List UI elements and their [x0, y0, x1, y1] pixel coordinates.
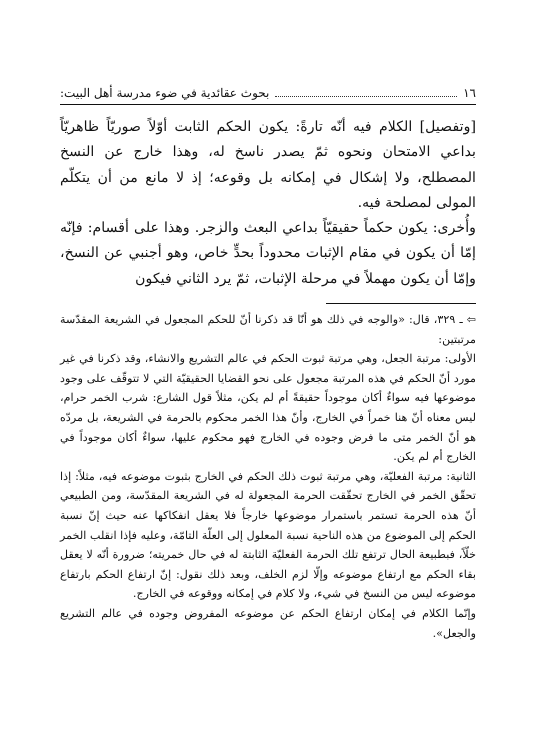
footnote-separator — [326, 303, 476, 304]
main-text — [60, 115, 476, 292]
footnote-line-1 — [60, 310, 476, 349]
header-dot-leader — [275, 96, 457, 97]
main-paragraph-1: [وتفصيل] الكلام فيه أنّه تارةً: يكون الحكم الثابت أوّلاً صوريّاً ظاهريّاً بداعي الامتحان ونحوه ثمّ يصدر ناسخ له، وهذا خارج عن النسخ المصطلح، ولا إشكال في إمكانه بل وقوعه؛ إذ لا مانع من أن يتكلّم المولى لمصلحة فيه. — [60, 119, 476, 211]
footnote-second-level: الثانية: مرتبة الفعليّة، وهي مرتبة ثبوت ذلك الحكم في الخارج بثبوت موضوعه فيه، مثلاً: إذا تحقّق الخمر في الخارج تحقّقت الحرمة المجعولة له في الشريعة المقدّسة، ومن الطبيعي أنّ هذه الحرمة تستمر باستمرار موضوعها خارجاً فلا يعقل انفكاكها عنه حيث إنّ نسبة الحكم إلى الموضوع من هذه الناحية نسبة المعلول إلى العلّة التامّة، وعليه فإذا انقلب الخمر خلّاً، فبطبيعة الحال ترتفع تلك الحرمة الفعليّة الثابتة له في حال خمريته؛ ضرورة أنّه لا يعقل بقاء الحكم مع ارتفاع موضوعه وإلّا لزم الخلف، وبعد ذلك نقول: إنّ ارتفاع الحكم بارتفاع موضوعه ليس من النسخ في شيء، ولا كلام في إمكانه ووقوعه في الخارج. — [60, 469, 476, 601]
footnote-first-level: الأولى: مرتبة الجعل، وهي مرتبة ثبوت الحكم في عالم التشريع والانشاء، وقد ذكرنا في غير مورد أنّ الحكم في هذه المرتبة مجعول على نحو القضايا الحقيقيّة التي لا تتوقّف على وجود موضوعها فيه سواءٌ أكان موجوداً حقيقةً أم لم يكن، مثلاً قول الشارع: شرب الخمر حرام، ليس معناه أنّ هنا خمراً في الخارج، وأنّ هذا الخمر محكوم بالحرمة في الشريعة، بل مردّه هو أنّ الخمر متى ما فرض وجوده في الخارج فهو محكوم عليها، سواءٌ أكان موجوداً في الخارج أم لم يكن. — [60, 352, 476, 464]
book-page — [60, 80, 476, 643]
footnote-line-1-text: ـ ٣٢٩، قال: «والوجه في ذلك هو أنّا قد ذكرنا أنّ للحكم المجعول في الشريعة المقدّسة مرتبتين: — [60, 313, 476, 346]
running-header — [60, 80, 476, 105]
main-paragraph-2: وأُخرى: يكون حكماً حقيقيّاً بداعي البعث والزجر. وهذا على أقسام: فإنّه إمّا أن يكون في مقام الإثبات محدوداً بحدٍّ خاص، وهو أجنبي عن النسخ، وإمّا أن يكون مهملاً في مرحلة الإثبات، ثمّ يرد الثاني فيكون — [60, 220, 476, 287]
page-number: ١٦ — [463, 86, 476, 100]
footnote-conclusion: وإنّما الكلام في إمكان ارتفاع الحكم عن موضوعه المفروض وجوده في عالم التشريع والجعل». — [60, 606, 476, 640]
footnote — [60, 310, 476, 643]
running-title: بحوث عقائدية في ضوء مدرسة أهل البيت: — [60, 86, 270, 100]
arrow-left-icon: ⇦ — [466, 313, 476, 327]
